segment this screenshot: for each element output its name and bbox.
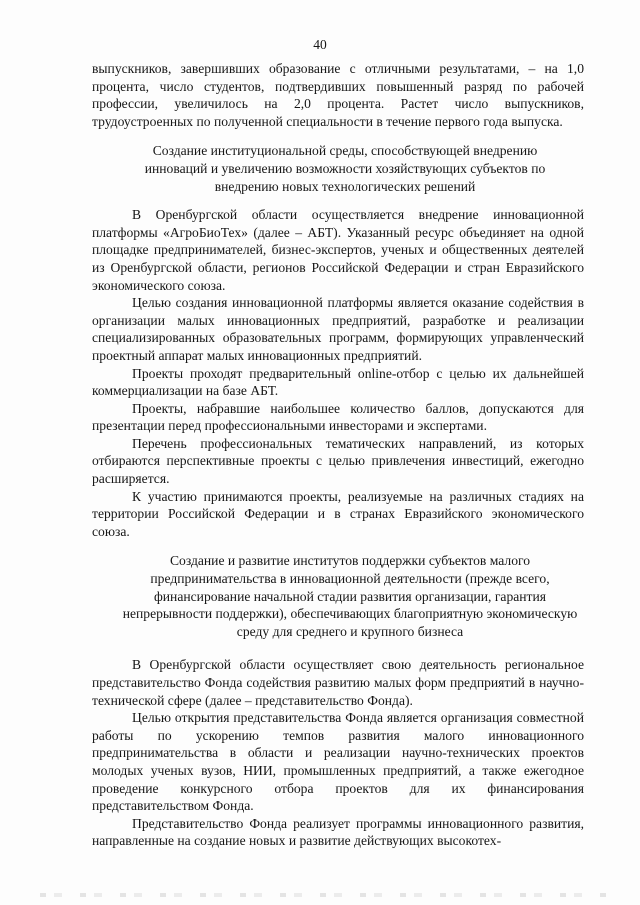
paragraph: В Оренбургской области осуществляет свою деятельность региональное представительство Фонда содействия развитию малых форм предприятий в научно-технической сфере (далее – представительство Фонда).: [92, 657, 584, 708]
section-heading: Создание институциональной среды, способствующей внедрению инноваций и увеличению возможности хозяйствующих субъектов по внедрению новых технологических решений: [144, 143, 546, 194]
paragraph: К участию принимаются проекты, реализуемые на различных стадиях на территории Российской Федерации и в странах Евразийского экономического союза.: [92, 488, 584, 539]
paragraph: В Оренбургской области осуществляется внедрение инновационной платформы «АгроБиоТех» (далее – АБТ). Указанный ресурс объединяет на одной площадке предпринимателей, бизнес-экспертов, ученых и общественных деятелей из Оренбургской области, регионов Российской Федерации и стран Евразийского экономического союза.: [92, 207, 584, 293]
paragraph: Проекты, набравшие наибольшее количество баллов, допускаются для презентации перед профессиональными инвесторами и экспертами.: [92, 400, 584, 434]
page-number: 40: [313, 37, 327, 52]
paragraph: Проекты проходят предварительный online-отбор с целью их дальнейшей коммерциализации на базе АБТ.: [92, 365, 584, 399]
paragraph: Целью создания инновационной платформы является оказание содействия в организации малых инновационных предприятий, разработке и реализации специализированных образовательных программ, формирующих управленческий проектный аппарат малых инновационных предприятий.: [92, 295, 584, 363]
paragraph: Представительство Фонда реализует программы инновационного развития, направленные на создание новых и развитие действующих высокотех-: [92, 815, 584, 849]
paragraph: Перечень профессиональных тематических направлений, из которых отбираются перспективные проекты с целью привлечения инвестиций, ежегодно расширяется.: [92, 435, 584, 487]
paragraph: Целью открытия представительства Фонда является организация совместной работы по ускорению темпов развития малого инновационного предпринимательства в области и реализации научно-технических проектов молодых ученых вузов, НИИ, промышленных предприятий, а также ежегодное проведение конкурсного отбора проектов для их финансирования представительством Фонда.: [92, 710, 584, 814]
scan-artifact: [40, 893, 610, 897]
document-body: [92, 60, 584, 850]
section-heading: Создание и развитие институтов поддержки субъектов малого предпринимательства в инновационной деятельности (прежде всего, финансирование начальной стадии развития организации, гарантия непрерывности поддержки), обеспечивающих благоприятную экономическую среду для среднего и крупного бизнеса: [122, 553, 578, 639]
paragraph: выпускников, завершивших образование с отличными результатами, – на 1,0 процента, число студентов, подтвердивших повышенный разряд по рабочей профессии, увеличилось на 2,0 процента. Растет число выпускников, трудоустроенных по полученной специальности в течение первого года выпуска.: [92, 61, 584, 129]
